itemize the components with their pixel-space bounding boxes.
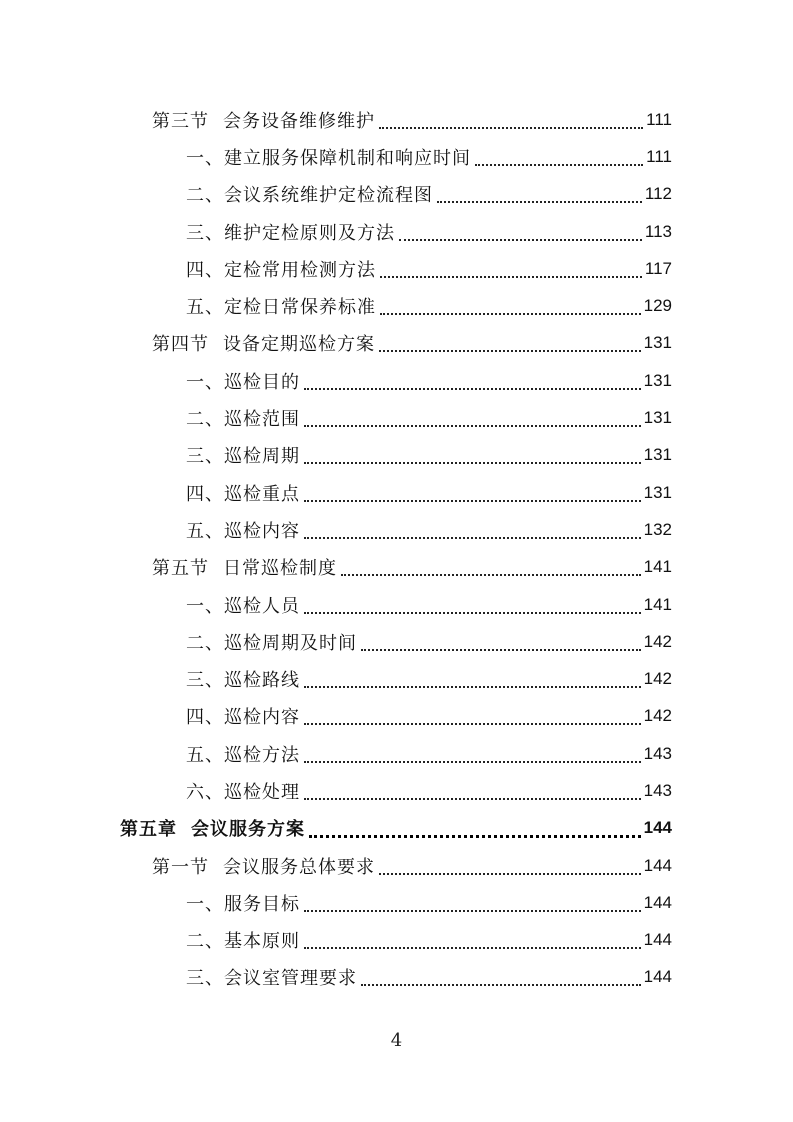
toc-entry-title: 二、巡检周期及时间	[186, 632, 357, 654]
toc-entry-item[interactable]	[0, 474, 793, 511]
toc-entry-title: 四、巡检重点	[186, 483, 300, 505]
page-number: 4	[390, 1030, 403, 1051]
toc-entry-page: 144	[643, 930, 672, 950]
toc-entry-section[interactable]	[0, 325, 793, 362]
toc-entry-page: 131	[643, 333, 672, 353]
toc-entry-page: 143	[643, 743, 672, 763]
toc-entry-page: 143	[643, 780, 672, 800]
toc-entry-title: 四、定检常用检测方法	[186, 259, 376, 281]
toc-entry-item[interactable]	[0, 437, 793, 474]
toc-entry-title: 三、维护定检原则及方法	[186, 222, 395, 244]
toc-entry-title: 一、巡检目的	[186, 371, 300, 393]
toc-entry-page: 132	[643, 519, 672, 539]
dot-leader	[361, 984, 641, 986]
toc-entry-title: 五、定检日常保养标准	[186, 297, 376, 319]
toc-entry-page: 111	[646, 109, 672, 129]
toc-entry-title: 三、巡检路线	[186, 670, 300, 692]
toc-entry-item[interactable]	[0, 176, 793, 213]
toc-entry-item[interactable]	[0, 287, 793, 324]
toc-entry-item[interactable]	[0, 698, 793, 735]
toc-entry-item[interactable]	[0, 362, 793, 399]
toc-entry-section[interactable]	[0, 101, 793, 138]
toc-entry-item[interactable]	[0, 623, 793, 660]
toc-entry-title: 设备定期巡检方案	[223, 334, 375, 356]
toc-entry-section[interactable]	[0, 549, 793, 586]
table-of-contents	[0, 101, 793, 996]
toc-entry-title: 四、巡检内容	[186, 707, 300, 729]
toc-entry-title: 会议服务方案	[191, 819, 305, 841]
dot-leader	[437, 201, 642, 203]
toc-entry-title: 二、会议系统维护定检流程图	[186, 185, 433, 207]
toc-entry-title: 二、基本原则	[186, 931, 300, 953]
toc-entry-page: 144	[643, 967, 672, 987]
toc-entry-item[interactable]	[0, 660, 793, 697]
toc-entry-prefix: 第五节	[152, 558, 209, 580]
toc-entry-page: 113	[644, 221, 672, 241]
toc-entry-title: 三、会议室管理要求	[186, 968, 357, 990]
dot-leader	[475, 164, 643, 166]
toc-entry-page: 142	[643, 669, 672, 689]
dot-leader	[304, 462, 641, 464]
dot-leader	[379, 127, 643, 129]
toc-entry-section[interactable]	[0, 847, 793, 884]
toc-entry-item[interactable]	[0, 922, 793, 959]
toc-entry-title: 日常巡检制度	[223, 558, 337, 580]
toc-entry-page: 141	[643, 594, 672, 614]
toc-entry-chapter[interactable]	[0, 810, 793, 847]
toc-entry-title: 五、巡检内容	[186, 520, 300, 542]
toc-entry-page: 144	[643, 892, 672, 912]
toc-entry-item[interactable]	[0, 511, 793, 548]
toc-entry-title: 会议服务总体要求	[223, 856, 375, 878]
toc-entry-page: 112	[644, 184, 672, 204]
toc-entry-prefix: 第五章	[120, 819, 177, 841]
toc-entry-prefix: 第三节	[152, 110, 209, 132]
toc-entry-title: 二、巡检范围	[186, 409, 300, 431]
toc-entry-page: 142	[643, 631, 672, 651]
toc-entry-item[interactable]	[0, 884, 793, 921]
dot-leader	[379, 350, 641, 352]
toc-entry-page: 117	[644, 258, 672, 278]
toc-entry-prefix: 第四节	[152, 334, 209, 356]
dot-leader	[380, 276, 642, 278]
toc-entry-title: 五、巡检方法	[186, 744, 300, 766]
toc-entry-item[interactable]	[0, 959, 793, 996]
toc-entry-page: 131	[643, 482, 672, 502]
toc-entry-page: 131	[643, 370, 672, 390]
toc-entry-page: 131	[643, 445, 672, 465]
toc-entry-page: 141	[643, 557, 672, 577]
dot-leader	[304, 761, 641, 763]
toc-entry-page: 142	[643, 706, 672, 726]
dot-leader	[304, 910, 641, 912]
toc-entry-page: 144	[643, 818, 672, 838]
dot-leader	[341, 574, 641, 576]
dot-leader	[361, 649, 641, 651]
toc-entry-item[interactable]	[0, 138, 793, 175]
dot-leader	[304, 500, 641, 502]
toc-entry-page: 111	[646, 146, 672, 166]
toc-entry-prefix: 第一节	[152, 856, 209, 878]
toc-entry-item[interactable]	[0, 213, 793, 250]
dot-leader	[304, 537, 641, 539]
toc-entry-title: 三、巡检周期	[186, 446, 300, 468]
dot-leader	[304, 723, 641, 725]
toc-entry-page: 131	[643, 408, 672, 428]
toc-entry-item[interactable]	[0, 735, 793, 772]
dot-leader	[380, 313, 641, 315]
toc-entry-title: 一、巡检人员	[186, 595, 300, 617]
toc-entry-item[interactable]	[0, 586, 793, 623]
toc-entry-title: 会务设备维修维护	[223, 110, 375, 132]
toc-entry-title: 一、服务目标	[186, 893, 300, 915]
toc-entry-page: 144	[643, 855, 672, 875]
dot-leader	[304, 686, 641, 688]
dot-leader	[379, 873, 641, 875]
toc-entry-title: 六、巡检处理	[186, 781, 300, 803]
dot-leader	[304, 947, 641, 949]
toc-entry-title: 一、建立服务保障机制和响应时间	[186, 147, 471, 169]
dot-leader	[304, 388, 641, 390]
toc-entry-item[interactable]	[0, 772, 793, 809]
toc-entry-page: 129	[643, 296, 672, 316]
toc-entry-item[interactable]	[0, 250, 793, 287]
dot-leader	[399, 239, 642, 241]
dot-leader	[309, 835, 641, 838]
toc-entry-item[interactable]	[0, 399, 793, 436]
dot-leader	[304, 425, 641, 427]
dot-leader	[304, 612, 641, 614]
dot-leader	[304, 798, 641, 800]
